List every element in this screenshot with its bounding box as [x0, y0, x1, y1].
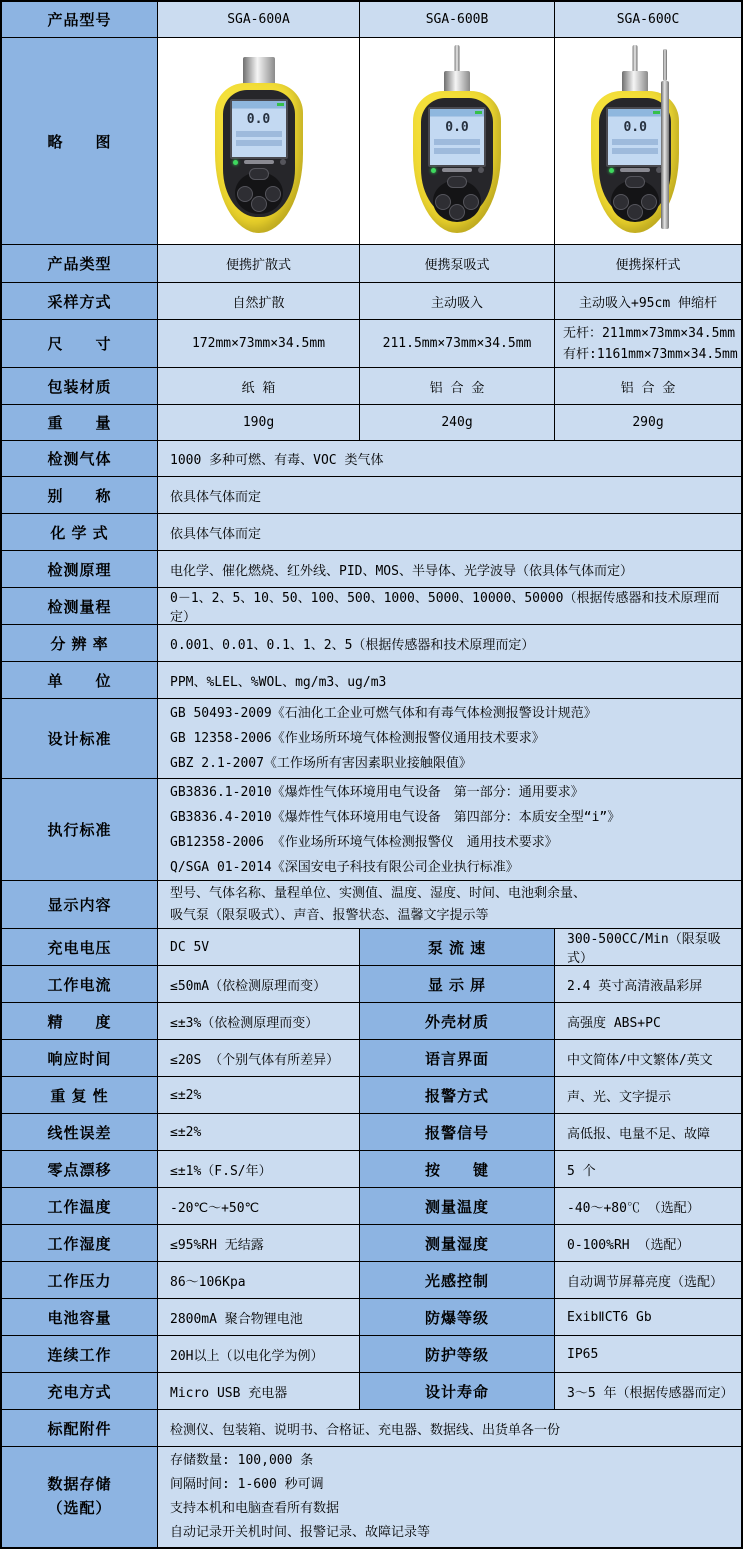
row-label-sketch: 略 图: [2, 38, 158, 245]
row-label: 采样方式: [2, 283, 158, 320]
row-working-humidity-measure-humidity: [2, 1225, 741, 1262]
cell-value: 2.4 英寸高清液晶彩屏: [555, 966, 741, 1003]
sketch-cell-sga-600b: [360, 38, 555, 245]
screen-status-bar: [430, 109, 484, 117]
power-dot: [280, 159, 286, 165]
cell-value: [158, 1447, 741, 1547]
probe-tube: [633, 45, 638, 73]
cell-value: 铝 合 金: [555, 368, 741, 405]
cell-value: 190g: [158, 405, 360, 441]
screen-reading: 0.0: [445, 120, 469, 135]
device-front-panel: [421, 98, 493, 217]
device-button: [625, 176, 645, 188]
row-label: 充电电压: [2, 929, 158, 966]
sensor-cap: [444, 71, 470, 93]
device-image-sga-600a: [179, 43, 339, 239]
row-working-current-display: [2, 966, 741, 1003]
row-sampling-method: [2, 283, 741, 320]
row-label: 标配附件: [2, 1410, 158, 1447]
device-button: [463, 194, 479, 210]
row-detected-gas: [2, 441, 741, 477]
row-label: 光感控制: [360, 1262, 555, 1299]
row-label: 重 复 性: [2, 1077, 158, 1114]
device-screen: [428, 107, 486, 167]
row-label: 分 辨 率: [2, 625, 158, 662]
row-chemical-formula: [2, 514, 741, 551]
row-label: 工作压力: [2, 1262, 158, 1299]
row-detection-range: [2, 588, 741, 625]
sensor-cap: [622, 71, 648, 93]
row-working-temp-measure-temp: [2, 1188, 741, 1225]
screen-info-line: [236, 131, 282, 137]
cell-value: 依具体气体而定: [158, 477, 741, 514]
device-body: [215, 83, 303, 233]
row-design-standards: [2, 699, 741, 779]
row-label: 报警信号: [360, 1114, 555, 1151]
row-label: 电池容量: [2, 1299, 158, 1336]
row-label: 防护等级: [360, 1336, 555, 1373]
cell-value: 300-500CC/Min（限泵吸式）: [555, 929, 741, 966]
row-label: 响应时间: [2, 1040, 158, 1077]
brand-strip: [244, 160, 274, 164]
cell-value: 20H以上（以电化学为例）: [158, 1336, 360, 1373]
cell-value: 240g: [360, 405, 555, 441]
row-response-time-language: [2, 1040, 741, 1077]
cell-value: 高低报、电量不足、故障: [555, 1114, 741, 1151]
row-label: 检测气体: [2, 441, 158, 477]
row-accuracy-shell-material: [2, 1003, 741, 1040]
label-line: 数据存储: [47, 1476, 112, 1493]
button-cluster: [433, 180, 481, 222]
device-button: [251, 196, 267, 212]
cell-value: 1000 多种可燃、有毒、VOC 类气体: [158, 441, 741, 477]
cell-value: [158, 881, 741, 929]
row-label: 测量湿度: [360, 1225, 555, 1262]
cell-value: 5 个: [555, 1151, 741, 1188]
screen-reading: 0.0: [623, 120, 647, 135]
row-label: 泵 流 速: [360, 929, 555, 966]
standard-line: GB3836.4-2010《爆炸性气体环境用电气设备 第四部分：本质安全型“i”》: [170, 809, 621, 825]
probe-tube: [455, 45, 460, 73]
row-label: 报警方式: [360, 1077, 555, 1114]
screen-info-line: [612, 148, 658, 154]
model-name-sga-600a: SGA-600A: [158, 2, 360, 38]
power-dot: [478, 167, 484, 173]
row-label: 执行标准: [2, 779, 158, 881]
row-label: 工作电流: [2, 966, 158, 1003]
row-label: 显 示 屏: [360, 966, 555, 1003]
row-label: 产品类型: [2, 245, 158, 283]
device-button: [447, 176, 467, 188]
row-label: 设计标准: [2, 699, 158, 779]
device-image-sga-600c: [568, 43, 728, 239]
row-product-model: [2, 2, 741, 38]
row-detection-principle: [2, 551, 741, 588]
row-label: 测量温度: [360, 1188, 555, 1225]
cell-value: ≤±2%: [158, 1077, 360, 1114]
cell-value: DC 5V: [158, 929, 360, 966]
row-label: 充电方式: [2, 1373, 158, 1410]
screen-reading: 0.0: [246, 112, 271, 127]
device-button: [237, 186, 253, 202]
sketch-cell-sga-600c: [555, 38, 741, 245]
button-cluster: [235, 172, 283, 214]
row-label: 重 量: [2, 405, 158, 441]
brand-strip: [620, 168, 650, 172]
model-name-sga-600c: SGA-600C: [555, 2, 741, 38]
storage-line: 间隔时间: 1-600 秒可调: [170, 1477, 324, 1492]
cell-value: 86～106Kpa: [158, 1262, 360, 1299]
sensor-cap: [243, 57, 275, 85]
cell-value: IP65: [555, 1336, 741, 1373]
row-units: [2, 662, 741, 699]
row-label: 检测原理: [2, 551, 158, 588]
row-working-pressure-light-control: [2, 1262, 741, 1299]
standard-line: Q/SGA 01-2014《深国安电子科技有限公司企业执行标准》: [170, 859, 519, 875]
cell-value: 主动吸入: [360, 283, 555, 320]
content-line: 吸气泵（限泵吸式）、声音、报警状态、温馨文字提示等: [170, 907, 489, 923]
model-name-sga-600b: SGA-600B: [360, 2, 555, 38]
row-continuous-work-protection: [2, 1336, 741, 1373]
row-label: 线性误差: [2, 1114, 158, 1151]
cell-value: 便携探杆式: [555, 245, 741, 283]
row-battery-explosion-proof: [2, 1299, 741, 1336]
cell-value: 0－1、2、5、10、50、100、500、1000、5000、10000、50000（根据传感器和技术原理而定）: [158, 588, 741, 625]
row-linearity-alarm-signal: [2, 1114, 741, 1151]
brand-strip: [442, 168, 472, 172]
device-button: [249, 168, 269, 180]
cell-value: 0.001、0.01、0.1、1、2、5（根据传感器和技术原理而定）: [158, 625, 741, 662]
cell-value: ≤±2%: [158, 1114, 360, 1151]
cell-value: 铝 合 金: [360, 368, 555, 405]
row-label: 工作湿度: [2, 1225, 158, 1262]
cell-value: ≤50mA（依检测原理而变）: [158, 966, 360, 1003]
device-body: [413, 91, 501, 233]
status-led: [233, 160, 238, 165]
cell-value: ExibⅡCT6 Gb: [555, 1299, 741, 1336]
sketch-cell-sga-600a: [158, 38, 360, 245]
cell-value: 检测仪、包装箱、说明书、合格证、充电器、数据线、出货单各一份: [158, 1410, 741, 1447]
label-line: （选配）: [47, 1500, 112, 1517]
row-product-type: [2, 245, 741, 283]
cell-value: 172mm×73mm×34.5mm: [158, 320, 360, 368]
screen-info-line: [434, 139, 480, 145]
cell-value: [158, 779, 741, 881]
screen-info-line: [236, 140, 282, 146]
cell-value: 3～5 年（根据传感器而定）: [555, 1373, 741, 1410]
telescopic-rod: [661, 81, 669, 229]
row-resolution: [2, 625, 741, 662]
row-label: 检测量程: [2, 588, 158, 625]
row-label: 语言界面: [360, 1040, 555, 1077]
cell-value: ≤20S （个别气体有所差异）: [158, 1040, 360, 1077]
device-front-panel: [223, 90, 295, 217]
row-label: 工作温度: [2, 1188, 158, 1225]
standard-line: GBZ 2.1-2007《工作场所有害因素职业接触限值》: [170, 756, 472, 771]
row-sketch: [2, 38, 741, 245]
row-charging-method-design-life: [2, 1373, 741, 1410]
dimension-line: 有杆:1161mm×73mm×34.5mm: [563, 346, 738, 362]
dimension-line: 无杆：211mm×73mm×34.5mm: [563, 325, 736, 341]
status-led: [431, 168, 436, 173]
screen-info-line: [612, 139, 658, 145]
cell-value: 便携扩散式: [158, 245, 360, 283]
storage-line: 支持本机和电脑查看所有数据: [170, 1501, 340, 1516]
row-alias: [2, 477, 741, 514]
device-screen: [230, 99, 288, 159]
device-button: [449, 204, 465, 220]
row-zero-drift-buttons: [2, 1151, 741, 1188]
row-label: 精 度: [2, 1003, 158, 1040]
row-executive-standards: [2, 779, 741, 881]
cell-value: -20℃～+50℃: [158, 1188, 360, 1225]
cell-value: [158, 699, 741, 779]
cell-value: 自动调节屏幕亮度（选配）: [555, 1262, 741, 1299]
row-label: 别 称: [2, 477, 158, 514]
cell-value: 自然扩散: [158, 283, 360, 320]
row-label: 按 键: [360, 1151, 555, 1188]
cell-value: Micro USB 充电器: [158, 1373, 360, 1410]
device-button: [613, 194, 629, 210]
row-repeatability-alarm-mode: [2, 1077, 741, 1114]
row-label-product-model: 产品型号: [2, 2, 158, 38]
row-label: 防爆等级: [360, 1299, 555, 1336]
cell-value: ≤±1%（F.S/年）: [158, 1151, 360, 1188]
cell-value: 0-100%RH （选配）: [555, 1225, 741, 1262]
cell-value: 2800mA 聚合物锂电池: [158, 1299, 360, 1336]
device-image-sga-600b: [377, 43, 537, 239]
row-display-content: [2, 881, 741, 929]
row-packaging-material: [2, 368, 741, 405]
storage-line: 自动记录开关机时间、报警记录、故障记录等: [170, 1525, 431, 1540]
row-charge-voltage-pump-flow: [2, 929, 741, 966]
row-label: 单 位: [2, 662, 158, 699]
standard-line: GB3836.1-2010《爆炸性气体环境用电气设备 第一部分：通用要求》: [170, 784, 584, 800]
cell-value: 纸 箱: [158, 368, 360, 405]
cell-value: -40～+80℃ （选配）: [555, 1188, 741, 1225]
cell-value: 中文简体/中文繁体/英文: [555, 1040, 741, 1077]
screen-status-bar: [608, 109, 662, 117]
cell-value: ≤±3%（依检测原理而变）: [158, 1003, 360, 1040]
content-line: 型号、气体名称、量程单位、实测值、温度、湿度、时间、电池剩余量、: [170, 885, 587, 901]
device-screen: [606, 107, 664, 167]
row-label: 设计寿命: [360, 1373, 555, 1410]
row-label: [2, 1447, 158, 1547]
row-data-storage: [2, 1447, 741, 1547]
button-cluster: [611, 180, 659, 222]
standard-line: GB 12358-2006《作业场所环境气体检测报警仪通用技术要求》: [170, 731, 545, 746]
cell-value: 依具体气体而定: [158, 514, 741, 551]
standard-line: GB 50493-2009《石油化工企业可燃气体和有毒气体检测报警设计规范》: [170, 706, 597, 721]
cell-value: 290g: [555, 405, 741, 441]
device-button: [435, 194, 451, 210]
cell-value: ≤95%RH 无结露: [158, 1225, 360, 1262]
device-button: [265, 186, 281, 202]
row-label: 连续工作: [2, 1336, 158, 1373]
cell-value: 211.5mm×73mm×34.5mm: [360, 320, 555, 368]
device-button: [627, 204, 643, 220]
cell-value: [555, 320, 741, 368]
cell-value: PPM、%LEL、%WOL、mg/m3、ug/m3: [158, 662, 741, 699]
cell-value: 电化学、催化燃烧、红外线、PID、MOS、半导体、光学波导（依具体气体而定）: [158, 551, 741, 588]
row-label: 尺 寸: [2, 320, 158, 368]
standard-line: GB12358-2006 《作业场所环境气体检测报警仪 通用技术要求》: [170, 834, 558, 850]
row-label: 显示内容: [2, 881, 158, 929]
status-led: [609, 168, 614, 173]
screen-status-bar: [232, 101, 286, 109]
row-label: 零点漂移: [2, 1151, 158, 1188]
cell-value: 便携泵吸式: [360, 245, 555, 283]
cell-value: 高强度 ABS+PC: [555, 1003, 741, 1040]
cell-value: 主动吸入+95cm 伸缩杆: [555, 283, 741, 320]
row-label: 化 学 式: [2, 514, 158, 551]
screen-info-line: [434, 148, 480, 154]
row-dimensions: [2, 320, 741, 368]
storage-line: 存储数量: 100,000 条: [170, 1453, 314, 1468]
cell-value: 声、光、文字提示: [555, 1077, 741, 1114]
row-standard-accessories: [2, 1410, 741, 1447]
row-weight: [2, 405, 741, 441]
row-label: 包装材质: [2, 368, 158, 405]
device-button: [641, 194, 657, 210]
row-label: 外壳材质: [360, 1003, 555, 1040]
